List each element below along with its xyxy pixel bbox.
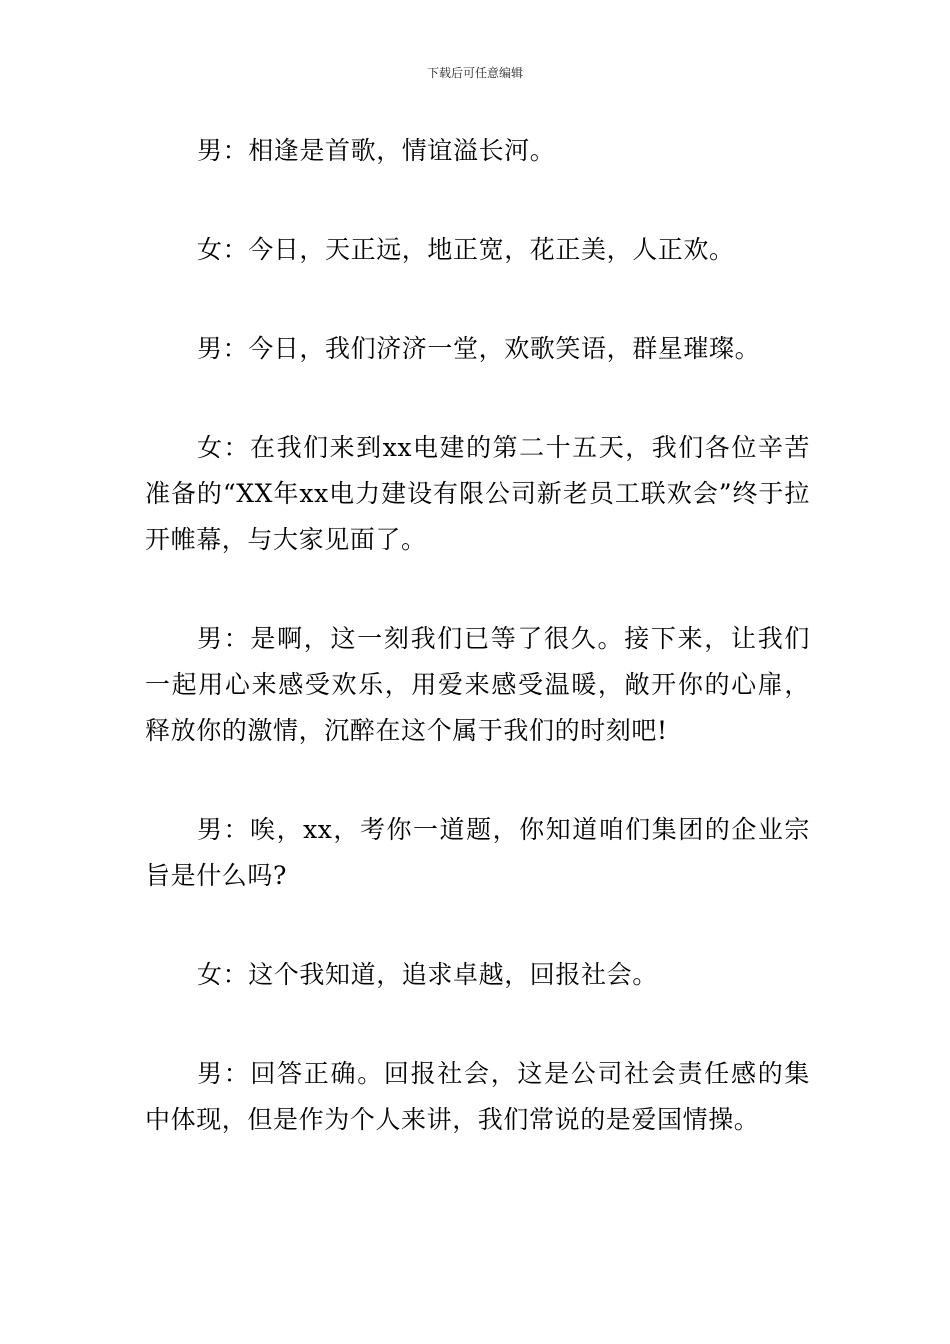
dialogue-line: 女：这个我知道，追求卓越，回报社会。	[197, 960, 658, 989]
dialogue-line: 男：今日，我们济济一堂，欢歌笑语，群星璀璨。	[197, 334, 761, 363]
dialogue-line: 女：今日，天正远，地正宽，花正美，人正欢。	[197, 235, 735, 264]
dialogue-line: 女：在我们来到xx电建的第二十五天，我们各位辛苦准备的“XX年xx电力建设有限公司新老员工联欢会”终于拉开帷幕，与大家见面了。	[145, 433, 810, 554]
page-header-note: 下载后可任意编辑	[426, 66, 523, 80]
dialogue-line: 男：是啊，这一刻我们已等了很久。接下来，让我们一起用心来感受欢乐，用爱来感受温暖，敞开你的心扉，释放你的激情，沉醉在这个属于我们的时刻吧!	[145, 624, 810, 745]
dialogue-line: 男：相逢是首歌，情谊溢长河。	[197, 136, 556, 165]
document-body	[145, 128, 810, 1196]
dialogue-line: 男：回答正确。回报社会，这是公司社会责任感的集中体现，但是作为个人来讲，我们常说的是爱国情操。	[145, 1059, 810, 1134]
dialogue-line: 男：唉，xx，考你一道题，你知道咱们集团的企业宗旨是什么吗?	[145, 815, 810, 890]
